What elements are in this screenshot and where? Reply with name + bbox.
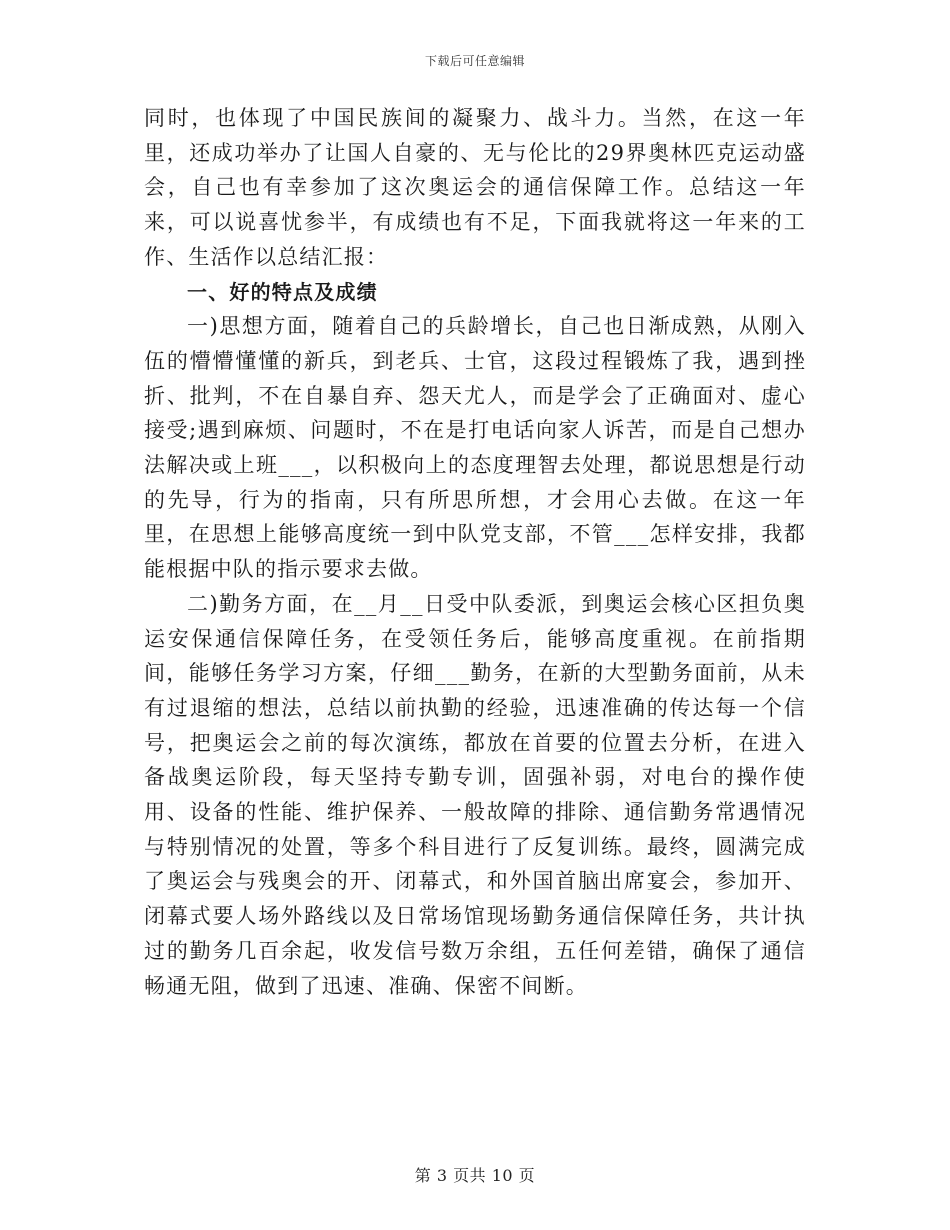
thought-paragraph: 一)思想方面，随着自己的兵龄增长，自己也日渐成熟，从刚入伍的懵懵懂懂的新兵，到老兵、士官，这段过程锻炼了我，遇到挫折、批判，不在自暴自弃、怨天尤人，而是学会了正确面对、虚心接受;遇到麻烦、问题时，不在是打电话向家人诉苦，而是自己想办法解决或上班___，以积极向上的态度理智去处理，都说思想是行动的先导，行为的指南，只有所思所想，才会用心去做。在这一年里，在思想上能够高度统一到中队党支部，不管___怎样安排，我都能根据中队的指示要求去做。 xyxy=(144,314,806,582)
document-body xyxy=(144,101,806,1003)
page-footer: 第 3 页共 10 页 xyxy=(414,1166,536,1185)
intro-paragraph: 同时，也体现了中国民族间的凝聚力、战斗力。当然，在这一年里，还成功举办了让国人自豪的、无与伦比的29界奥林匹克运动盛会，自己也有幸参加了这次奥运会的通信保障工作。总结这一年来，可以说喜忧参半，有成绩也有不足，下面我就将这一年来的工作、生活作以总结汇报： xyxy=(144,106,806,269)
page-header: 下载后可任意编辑 xyxy=(424,54,525,68)
duty-paragraph: 二)勤务方面，在__月__日受中队委派，到奥运会核心区担负奥运安保通信保障任务，在受领任务后，能够高度重视。在前指期间，能够任务学习方案，仔细___勤务，在新的大型勤务面前，从未有过退缩的想法，总结以前执勤的经验，迅速准确的传达每一个信号，把奥运会之前的每次演练，都放在首要的位置去分析，在进入备战奥运阶段，每天坚持专勤专训，固强补弱，对电台的操作使用、设备的性能、维护保养、一般故障的排除、通信勤务常遇情况与特别情况的处置，等多个科目进行了反复训练。最终，圆满完成了奥运会与残奥会的开、闭幕式，和外国首脑出席宴会，参加开、闭幕式要人场外路线以及日常场馆现场勤务通信保障任务，共计执过的勤务几百余起，收发信号数万余组，五任何差错，确保了通信畅通无阻，做到了迅速、准确、保密不间断。 xyxy=(144,591,806,998)
section-heading: 一、好的特点及成绩 xyxy=(187,279,378,304)
